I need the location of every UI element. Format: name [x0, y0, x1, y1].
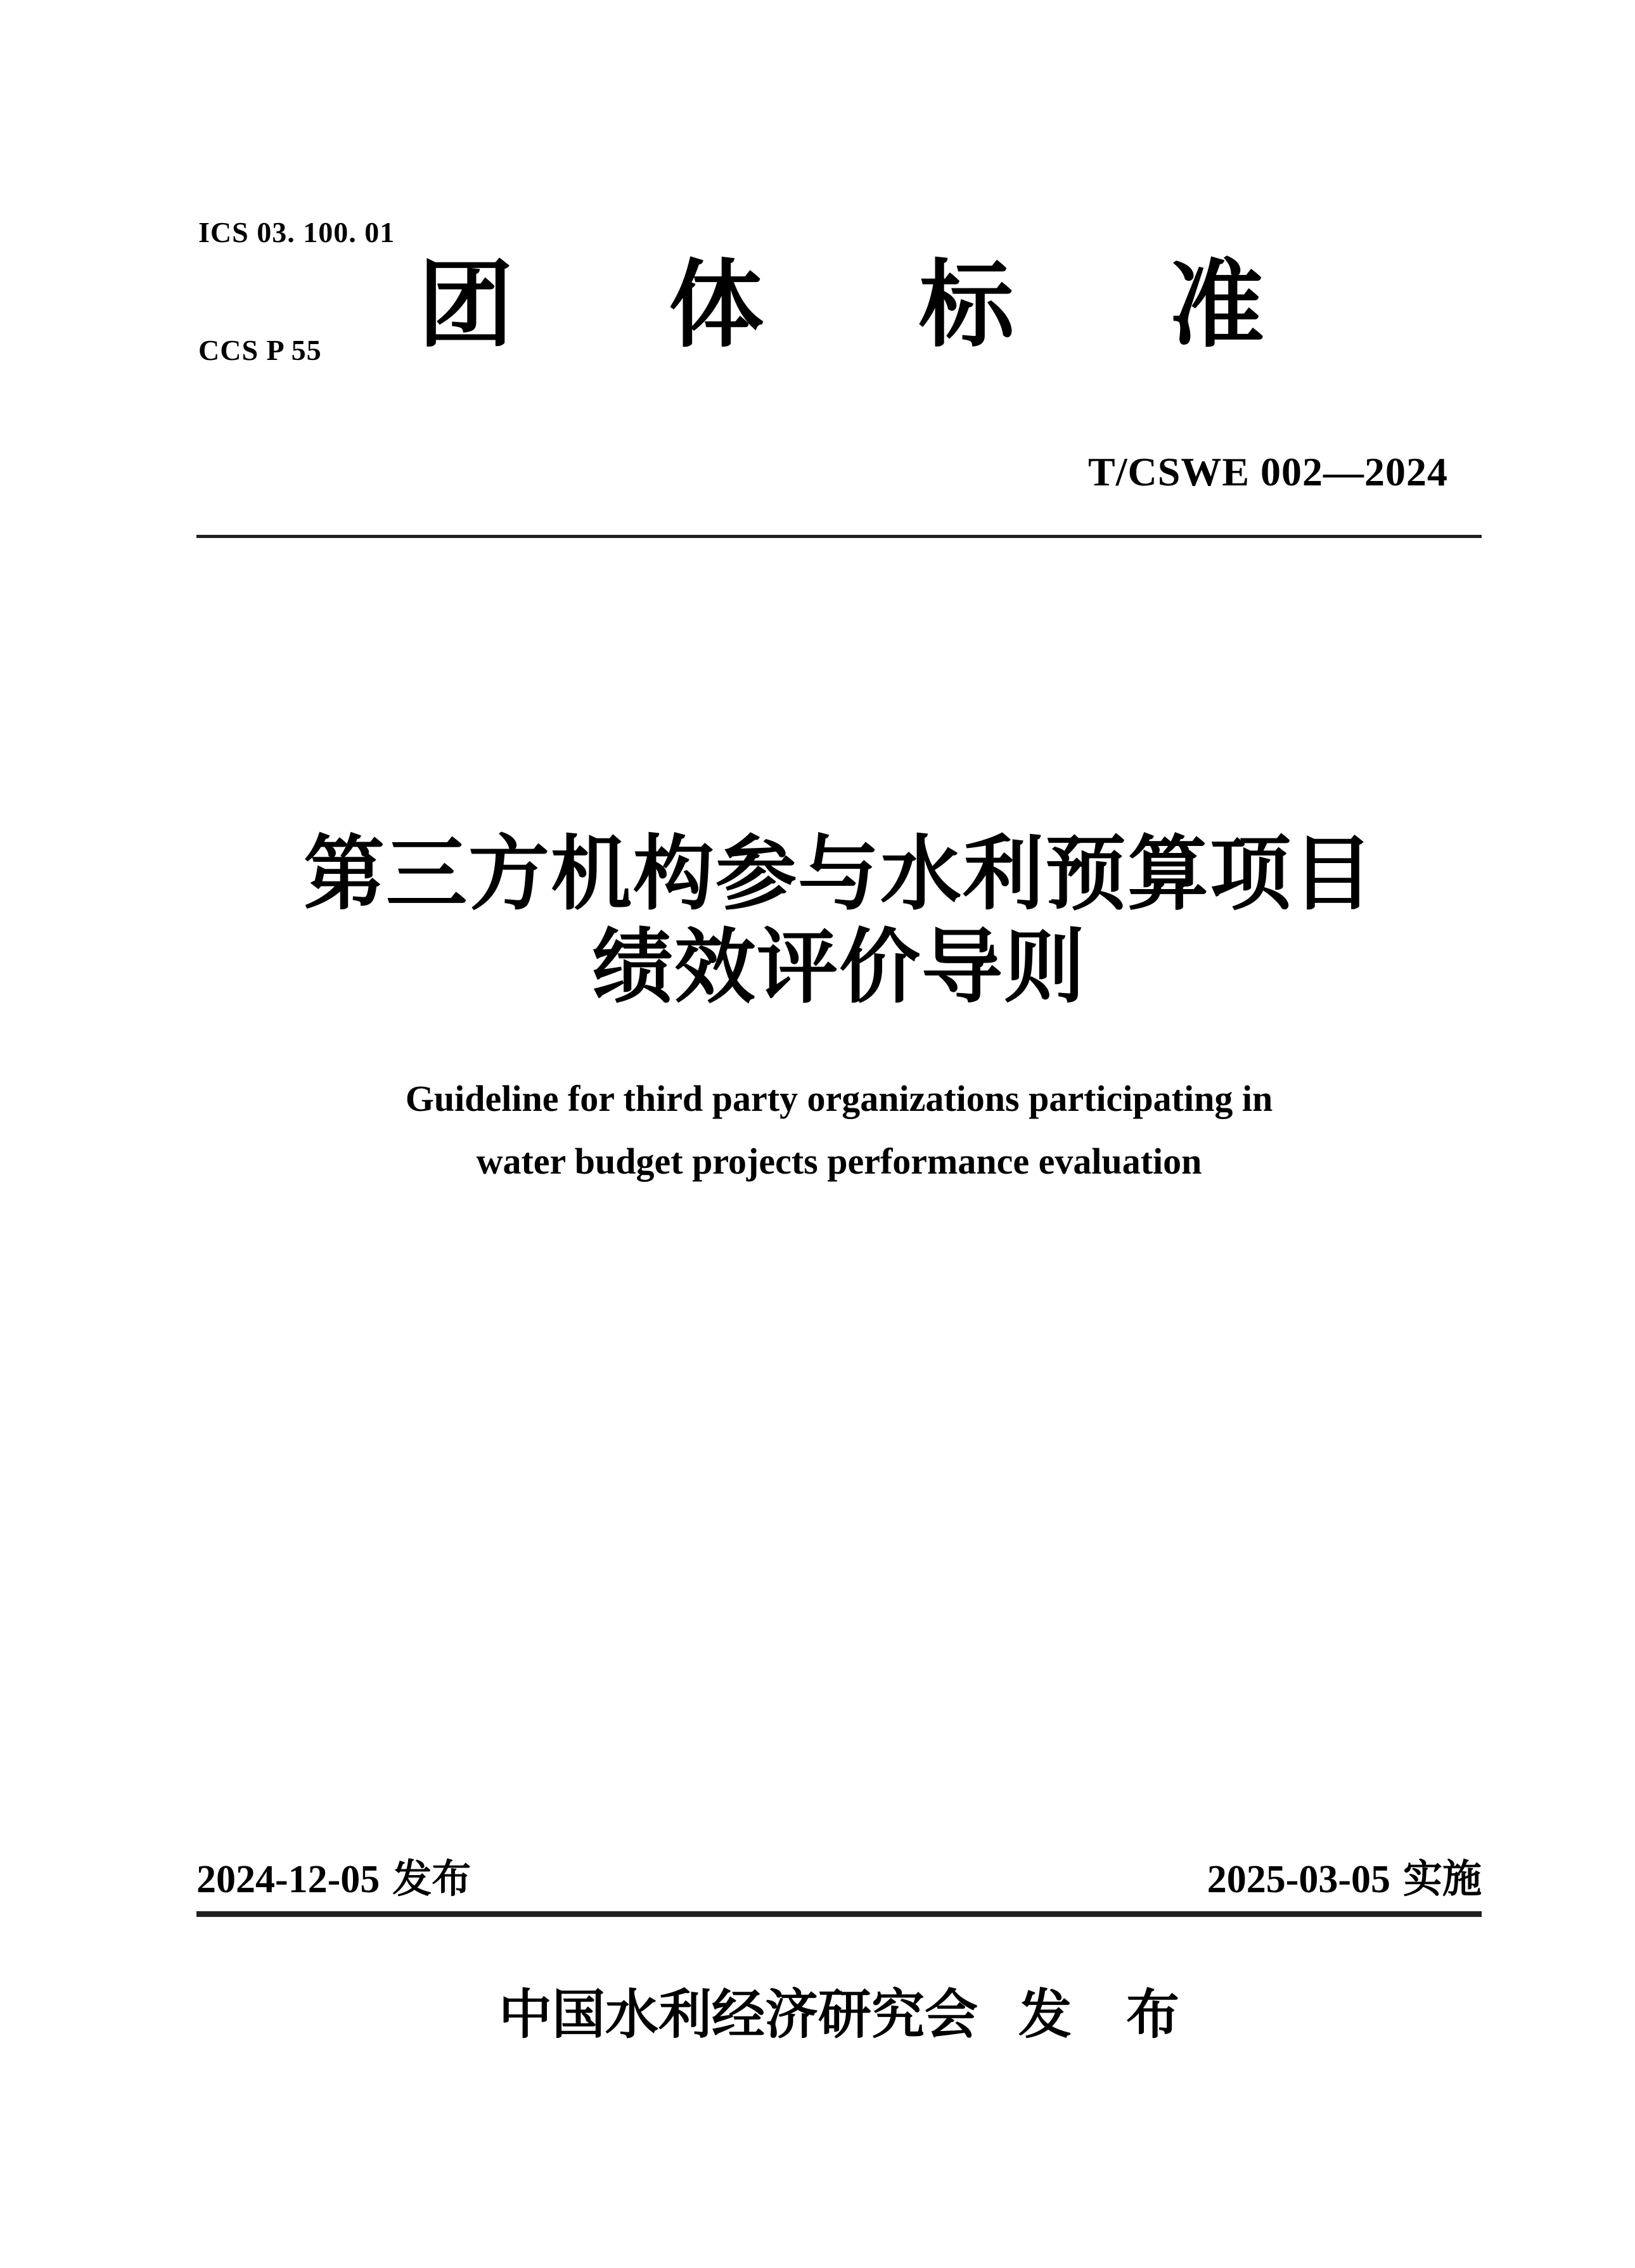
title-cn-line1: 第三方机构参与水利预算项目 — [303, 827, 1375, 921]
standard-number: T/CSWE 002—2024 — [1088, 449, 1448, 494]
publisher-name: 中国水利经济研究会 — [498, 1986, 978, 2045]
classification-codes — [198, 134, 395, 449]
issue-date-group — [196, 1855, 471, 1904]
publisher-row — [196, 1985, 1482, 2047]
ics-code: ICS 03. 100. 01 — [198, 216, 395, 248]
publish-action-char-2: 布 — [1126, 1986, 1180, 2045]
issue-date-label: 发布 — [392, 1858, 471, 1901]
date-row — [196, 1855, 1482, 1904]
title-chinese — [196, 828, 1482, 1014]
doc-type-char-2: 体 — [668, 253, 764, 359]
title-en-line2: water budget projects performance evaluation — [476, 1141, 1202, 1182]
issue-date-value: 2024-12-05 — [196, 1858, 380, 1901]
publish-action-char-1: 发 — [1018, 1986, 1072, 2045]
doc-type-char-1: 团 — [418, 253, 514, 359]
title-cn-line2: 绩效评价导则 — [591, 920, 1086, 1015]
title-en-line1: Guideline for third party organizations participating in — [405, 1078, 1273, 1119]
ccs-code: CCS P 55 — [198, 334, 322, 366]
title-english — [196, 1067, 1482, 1193]
header-rule — [196, 535, 1482, 538]
doc-type-char-3: 标 — [918, 253, 1014, 359]
doc-type-title — [418, 253, 1264, 359]
implement-date-group — [1207, 1855, 1482, 1904]
implement-date-value: 2025-03-05 — [1207, 1858, 1390, 1901]
doc-type-char-4: 准 — [1169, 253, 1264, 359]
footer-rule — [196, 1911, 1482, 1917]
implement-date-label: 实施 — [1402, 1858, 1482, 1901]
